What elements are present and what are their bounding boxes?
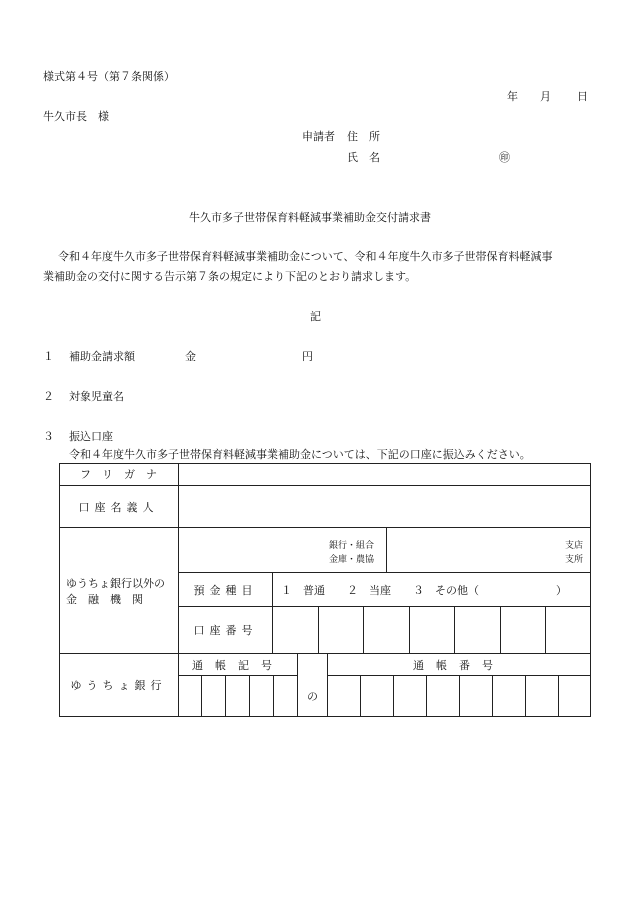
document-title: 牛久市多子世帯保育料軽減事業補助金交付請求書 — [189, 211, 431, 224]
item1-kin: 金 — [185, 350, 196, 363]
yucho-label: ゆうちょ銀行 — [70, 679, 167, 692]
name-label: 氏 名 — [347, 151, 380, 164]
branch-types-2: 支所 — [565, 555, 584, 565]
other-bank-label: ゆうちょ銀行以外の 金 融 機 関 — [66, 576, 165, 606]
item2-label: 対象児童名 — [69, 390, 124, 403]
item3-label: 振込口座 — [69, 430, 113, 443]
account-table — [59, 463, 591, 717]
date-month: 月 — [540, 90, 551, 103]
branch-types-1: 支店 — [565, 541, 584, 551]
item2-number: ２ — [43, 390, 54, 403]
form-number: 様式第４号（第７条関係） — [43, 70, 175, 83]
item1-number: １ — [43, 350, 54, 363]
date-year: 年 — [507, 90, 518, 103]
item1-label: 補助金請求額 — [69, 350, 135, 363]
account-number-label: 口座番号 — [193, 624, 258, 637]
bank-types-1: 銀行・組合 — [329, 541, 375, 551]
no-connector: の — [307, 689, 318, 703]
address-label: 住 所 — [347, 130, 380, 143]
deposit-type-label: 預金種目 — [193, 583, 258, 597]
bank-types-2: 金庫・農協 — [329, 555, 375, 565]
item3-number: ３ — [43, 430, 54, 443]
addressee: 牛久市長 様 — [43, 110, 109, 123]
furigana-field[interactable] — [179, 464, 590, 485]
body-line-1: 令和４年度牛久市多子世帯保育料軽減事業補助金について、令和４年度牛久市多子世帯保育料軽減事 — [58, 250, 553, 263]
ki-heading: 記 — [310, 310, 321, 323]
date-day: 日 — [577, 90, 588, 103]
branch-name-field[interactable] — [387, 528, 590, 572]
passbook-number-label: 通帳番号 — [413, 658, 505, 672]
item3-note: 令和４年度牛久市多子世帯保育料軽減事業補助金については、下記の口座に振込みください。 — [69, 448, 531, 461]
seal-mark: ㊞ — [499, 151, 510, 164]
account-holder-field[interactable] — [179, 486, 590, 527]
item1-en: 円 — [302, 350, 313, 363]
applicant-label: 申請者 — [302, 130, 335, 143]
body-line-2: 業補助金の交付に関する告示第７条の規定により下記のとおり請求します。 — [43, 270, 417, 283]
account-holder-label: 口座名義人 — [78, 500, 159, 514]
furigana-label: フ リ ガ ナ — [80, 468, 157, 481]
passbook-symbol-label: 通帳記号 — [192, 658, 284, 672]
deposit-type-options[interactable]: １ 普通 ２ 当座 ３ その他（ ） — [281, 583, 567, 597]
